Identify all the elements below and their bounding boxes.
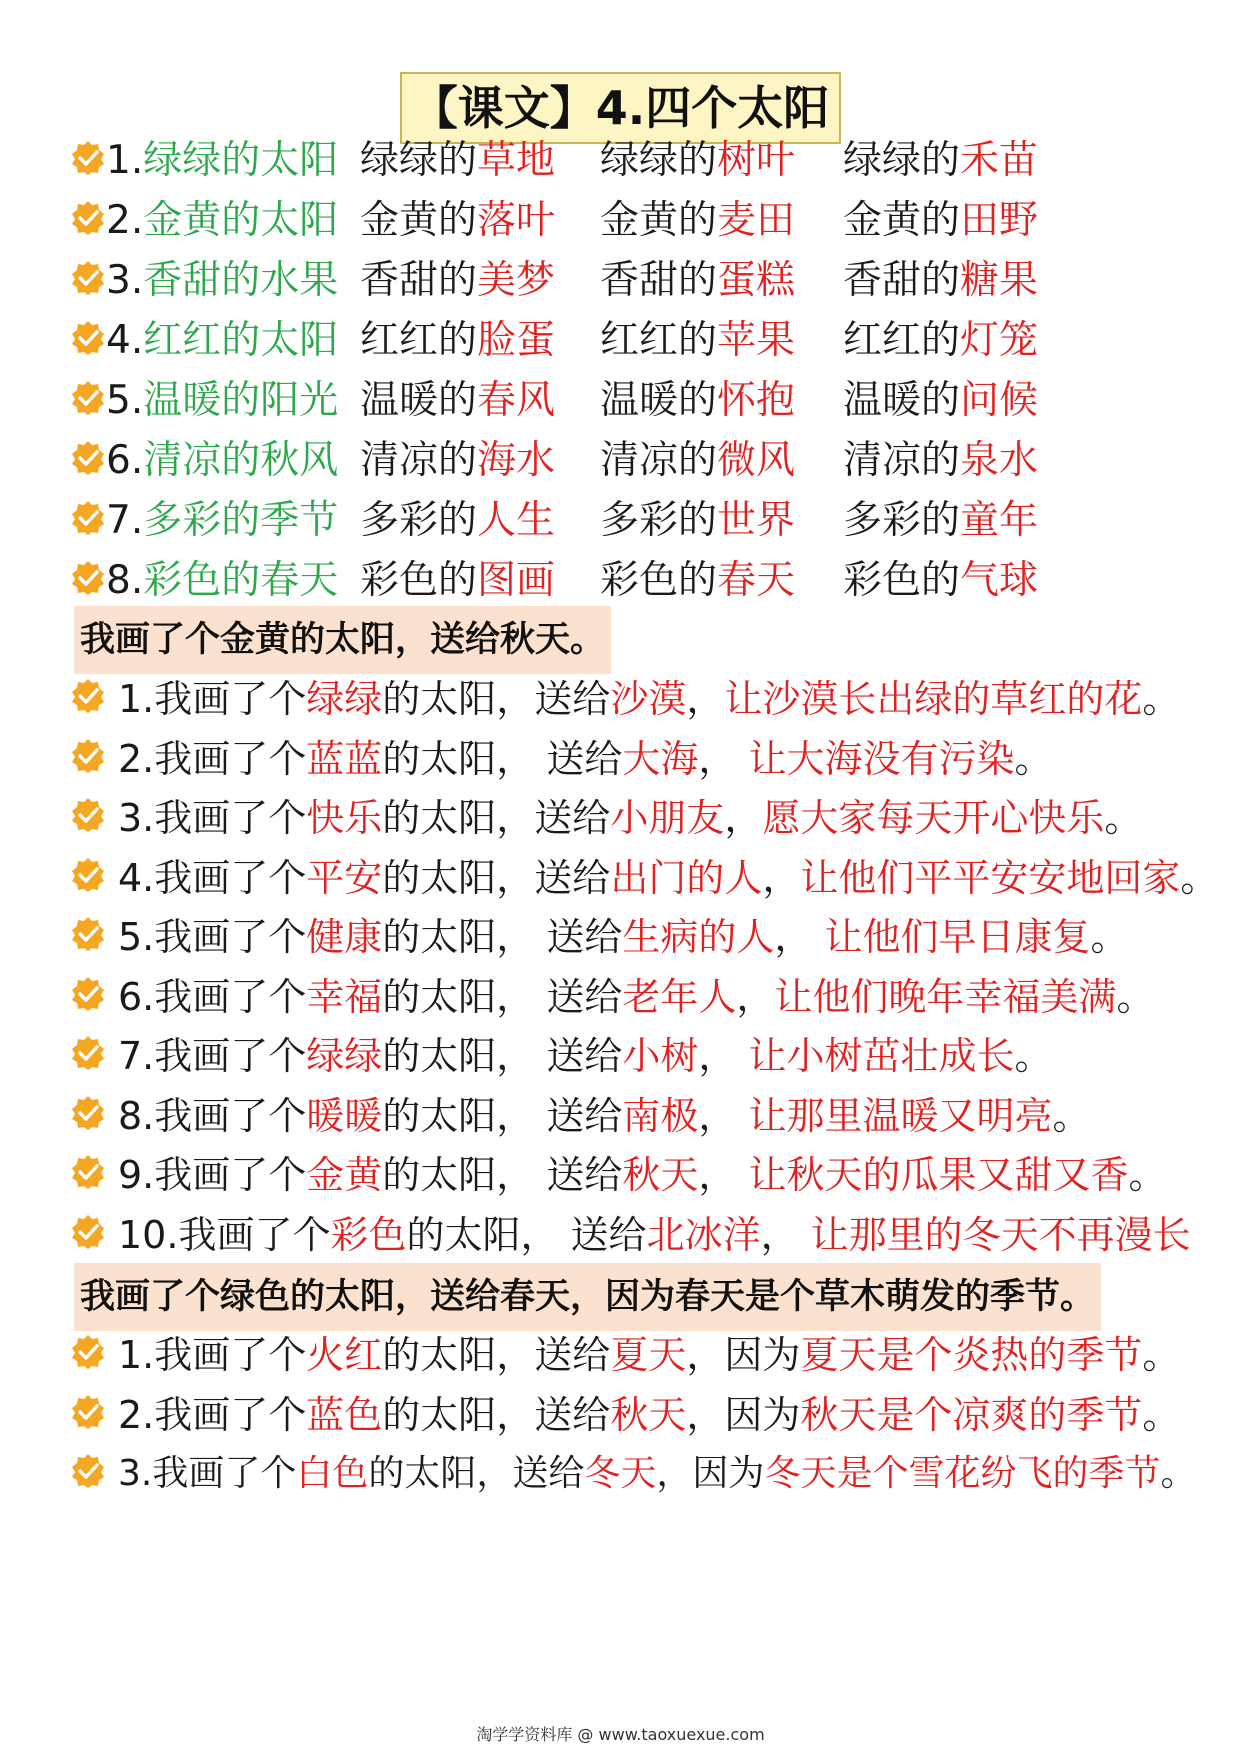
sentence-color-word: 金黄	[306, 1153, 383, 1197]
sentence-number: 1.	[118, 677, 155, 721]
phrase-prefix: 多彩的	[600, 498, 718, 543]
sentence-recipient: 冬天	[584, 1453, 657, 1494]
phrase-lead-text: 绿绿的太阳	[143, 138, 339, 183]
sentence-recipient: 夏天	[610, 1333, 687, 1377]
sentence-color-word: 健康	[306, 915, 383, 959]
sentence-text: ，	[686, 677, 725, 721]
sentence-line	[118, 1322, 1180, 1388]
check-badge-icon	[70, 1453, 106, 1489]
sentence-text: 的太阳，送给	[368, 1453, 585, 1494]
sentence-color-word: 蓝蓝	[306, 736, 383, 781]
sentence-reason: 冬天是个雪花纷飞的季节	[764, 1453, 1161, 1494]
phrase-item	[360, 128, 555, 194]
sentence-number: 8.	[118, 1093, 155, 1138]
sentence-end: 。	[1116, 974, 1155, 1019]
sentence-line	[118, 1202, 1191, 1268]
sentence-recipient: 生病的人	[622, 915, 775, 959]
check-badge-icon	[70, 916, 106, 952]
sentence-line	[118, 845, 1218, 911]
phrase-lead-number: 3.	[106, 258, 144, 303]
check-badge-icon	[70, 1095, 106, 1131]
sentence-line	[118, 666, 1180, 732]
phrase-row	[0, 188, 1241, 254]
phrase-word: 童年	[960, 498, 1039, 543]
phrase-prefix: 红红的	[600, 318, 718, 363]
sentence-text: ，	[698, 1153, 749, 1197]
sentence-end: 。	[1104, 796, 1143, 840]
footer-credit: 淘学学资料库 @ www.taoxuexue.com	[476, 1725, 765, 1744]
phrase-word: 人生	[477, 498, 556, 543]
phrase-item	[843, 488, 1038, 554]
sentence-recipient: 沙漠	[610, 677, 687, 721]
sentence-text: 我画了个	[154, 1034, 307, 1078]
phrase-word: 树叶	[717, 138, 796, 183]
sentence-text: ，	[774, 915, 825, 959]
phrase-prefix: 温暖的	[843, 378, 961, 423]
phrase-lead-text: 彩色的春天	[143, 558, 339, 603]
sentence-line	[118, 785, 1142, 851]
phrase-prefix: 彩色的	[360, 558, 478, 603]
phrase-prefix: 金黄的	[843, 198, 961, 243]
sentence-text: 我画了个	[154, 1093, 307, 1138]
sentence-color-word: 火红	[306, 1333, 383, 1377]
phrase-prefix: 清凉的	[600, 438, 718, 483]
phrase-word: 春天	[717, 558, 796, 603]
phrase-item	[600, 548, 795, 614]
sentence-color-word: 白色	[296, 1453, 369, 1494]
phrase-item	[843, 248, 1038, 314]
phrase-lead	[106, 548, 338, 614]
phrase-item	[843, 368, 1038, 434]
phrase-prefix: 多彩的	[360, 498, 478, 543]
sentence-reason: 让小树茁壮成长	[748, 1034, 1015, 1078]
sentence-text: 的太阳， 送给	[382, 1153, 623, 1197]
sentence-reason: 秋天是个凉爽的季节	[800, 1392, 1143, 1437]
phrase-item	[360, 188, 555, 254]
sentence-text: ，	[698, 1093, 749, 1138]
phrase-item	[360, 548, 555, 614]
phrase-item	[360, 248, 555, 314]
phrase-prefix: 红红的	[843, 318, 961, 363]
sentence-color-word: 蓝色	[306, 1392, 383, 1437]
sentence-end: 。	[1014, 1034, 1053, 1078]
sentence-text: ，	[736, 974, 775, 1019]
sentence-number: 2.	[118, 1392, 155, 1437]
section1-heading: 我画了个金黄的太阳，送给秋天。	[74, 606, 611, 674]
phrase-word: 脸蛋	[477, 318, 556, 363]
phrase-row	[0, 368, 1241, 434]
phrase-prefix: 温暖的	[360, 378, 478, 423]
check-badge-icon	[70, 738, 106, 774]
phrase-item	[360, 488, 555, 554]
sentence-recipient: 秋天	[622, 1153, 699, 1197]
sentence-end: 。	[1160, 1453, 1197, 1494]
sentence-end: 。	[1142, 1392, 1181, 1437]
sentence-text: 我画了个	[154, 1392, 307, 1437]
sentence-text: 的太阳，送给	[382, 1392, 611, 1437]
phrase-lead-number: 6.	[106, 438, 144, 483]
phrase-lead-number: 7.	[106, 498, 144, 543]
phrase-prefix: 彩色的	[600, 558, 718, 603]
sentence-color-word: 平安	[306, 855, 383, 900]
sentence-recipient: 小树	[622, 1034, 699, 1078]
phrase-lead-text: 红红的太阳	[143, 318, 339, 363]
sentence-line	[118, 1382, 1180, 1448]
sentence-text: 的太阳， 送给	[406, 1212, 647, 1257]
sentence-line	[118, 1083, 1091, 1149]
phrase-item	[360, 368, 555, 434]
sentence-line	[118, 964, 1154, 1030]
check-badge-icon	[70, 1154, 106, 1190]
phrase-lead-text: 多彩的季节	[143, 498, 339, 543]
sentence-text: 的太阳， 送给	[382, 974, 623, 1019]
check-badge-icon	[70, 857, 106, 893]
sentence-reason: 让沙漠长出绿的草红的花	[724, 677, 1143, 721]
phrase-item	[360, 308, 555, 374]
sentence-text: 我画了个	[154, 796, 307, 840]
sentence-text: 我画了个	[154, 855, 307, 900]
section2-heading: 我画了个绿色的太阳，送给春天，因为春天是个草木萌发的季节。	[74, 1263, 1101, 1331]
phrase-lead-number: 2.	[106, 198, 144, 243]
phrase-prefix: 绿绿的	[600, 138, 718, 183]
phrase-word: 禾苗	[960, 138, 1039, 183]
sentence-reason: 让那里温暖又明亮	[748, 1093, 1053, 1138]
check-badge-icon	[70, 1334, 106, 1370]
sentence-end: 。	[1052, 1093, 1091, 1138]
check-badge-icon	[70, 1035, 106, 1071]
sentence-reason: 让他们平平安安地回家	[800, 855, 1181, 900]
phrase-lead	[106, 488, 338, 554]
sentence-recipient: 大海	[622, 736, 699, 781]
sentence-end: 。	[1180, 855, 1219, 900]
phrase-row	[0, 248, 1241, 314]
phrase-word: 苹果	[717, 318, 796, 363]
sentence-text: 我画了个	[154, 736, 307, 781]
sentence-text: ，因为	[656, 1453, 765, 1494]
phrase-prefix: 彩色的	[843, 558, 961, 603]
phrase-item	[600, 368, 795, 434]
sentence-text: 的太阳， 送给	[382, 1034, 623, 1078]
check-badge-icon	[70, 797, 106, 833]
phrase-lead-number: 5.	[106, 378, 144, 423]
phrase-item	[843, 308, 1038, 374]
sentence-recipient: 小朋友	[610, 796, 725, 840]
sentence-number: 6.	[118, 974, 155, 1019]
phrase-word: 田野	[960, 198, 1039, 243]
sentence-end: 。	[1090, 915, 1129, 959]
phrase-word: 草地	[477, 138, 556, 183]
sentence-text: 我画了个	[154, 1333, 307, 1377]
phrase-item	[600, 128, 795, 194]
sentence-recipient: 出门的人	[610, 855, 763, 900]
sentence-color-word: 幸福	[306, 974, 383, 1019]
sentence-line	[118, 726, 1053, 792]
sentence-reason: 让他们晚年幸福美满	[774, 974, 1117, 1019]
sentence-end: 。	[1128, 1153, 1167, 1197]
phrase-prefix: 绿绿的	[843, 138, 961, 183]
phrase-row	[0, 128, 1241, 194]
phrase-lead-text: 金黄的太阳	[143, 198, 339, 243]
phrase-lead	[106, 308, 338, 374]
sentence-text: ，	[760, 1212, 811, 1257]
sentence-text: 的太阳， 送给	[382, 915, 623, 959]
sentence-number: 5.	[118, 915, 155, 959]
sentence-line	[118, 1023, 1053, 1089]
phrase-word: 图画	[477, 558, 556, 603]
sentence-text: 我画了个	[154, 915, 307, 959]
sentence-reason: 愿大家每天开心快乐	[762, 796, 1105, 840]
phrase-prefix: 多彩的	[843, 498, 961, 543]
phrase-word: 泉水	[960, 438, 1039, 483]
phrase-item	[600, 188, 795, 254]
sentence-text: ，因为	[686, 1392, 801, 1437]
phrase-lead-text: 香甜的水果	[143, 258, 339, 303]
phrase-item	[600, 488, 795, 554]
sentence-color-word: 快乐	[306, 796, 383, 840]
sentence-line	[118, 1441, 1196, 1507]
phrase-prefix: 绿绿的	[360, 138, 478, 183]
sentence-text: 的太阳， 送给	[382, 736, 623, 781]
sentence-recipient: 北冰洋	[646, 1212, 761, 1257]
phrase-word: 怀抱	[717, 378, 796, 423]
sentence-text: 我画了个	[178, 1212, 331, 1257]
phrase-lead	[106, 248, 338, 314]
phrase-word: 糖果	[960, 258, 1039, 303]
phrase-word: 世界	[717, 498, 796, 543]
phrase-word: 问候	[960, 378, 1039, 423]
sentence-line	[118, 904, 1129, 970]
phrase-prefix: 金黄的	[360, 198, 478, 243]
sentence-number: 2.	[118, 736, 155, 781]
sentence-text: 我画了个	[152, 1453, 297, 1494]
phrase-item	[600, 308, 795, 374]
phrase-word: 麦田	[717, 198, 796, 243]
phrase-item	[843, 548, 1038, 614]
sentence-end: 。	[1142, 677, 1181, 721]
sentence-number: 7.	[118, 1034, 155, 1078]
sentence-recipient: 南极	[622, 1093, 699, 1138]
phrase-word: 灯笼	[960, 318, 1039, 363]
sentence-color-word: 彩色	[330, 1212, 407, 1257]
check-badge-icon	[70, 1214, 106, 1250]
check-badge-icon	[70, 678, 106, 714]
phrase-prefix: 香甜的	[843, 258, 961, 303]
sentence-text: 的太阳， 送给	[382, 1093, 623, 1138]
sentence-reason: 让大海没有污染	[748, 736, 1015, 781]
phrase-word: 美梦	[477, 258, 556, 303]
phrase-item	[600, 248, 795, 314]
check-badge-icon	[70, 976, 106, 1012]
phrase-lead-number: 4.	[106, 318, 144, 363]
sentence-number: 1.	[118, 1333, 155, 1377]
sentence-text: ，	[762, 855, 801, 900]
phrase-row	[0, 308, 1241, 374]
phrase-row	[0, 428, 1241, 494]
sentence-text: 我画了个	[154, 677, 307, 721]
phrase-word: 海水	[477, 438, 556, 483]
sentence-reason: 让他们早日康复	[824, 915, 1091, 959]
sentence-line	[118, 1142, 1167, 1208]
check-badge-icon	[70, 1394, 106, 1430]
phrase-item	[600, 428, 795, 494]
sentence-color-word: 暖暖	[306, 1093, 383, 1138]
sentence-recipient: 秋天	[610, 1392, 687, 1437]
sentence-text: 我画了个	[154, 1153, 307, 1197]
sentence-reason: 夏天是个炎热的季节	[800, 1333, 1143, 1377]
phrase-lead	[106, 128, 338, 194]
phrase-word: 气球	[960, 558, 1039, 603]
phrase-prefix: 温暖的	[600, 378, 718, 423]
phrase-lead-number: 8.	[106, 558, 144, 603]
page-title: 【课文】4.四个太阳	[400, 72, 841, 144]
sentence-number: 10.	[118, 1212, 179, 1257]
phrase-item	[360, 428, 555, 494]
phrase-item	[843, 428, 1038, 494]
sentence-text: ，	[698, 736, 749, 781]
sentence-text: 的太阳，送给	[382, 1333, 611, 1377]
sentence-text: ，	[698, 1034, 749, 1078]
sentence-color-word: 绿绿	[306, 677, 383, 721]
phrase-row	[0, 548, 1241, 614]
sentence-color-word: 绿绿	[306, 1034, 383, 1078]
phrase-prefix: 金黄的	[600, 198, 718, 243]
phrase-item	[843, 188, 1038, 254]
phrase-lead	[106, 428, 338, 494]
sentence-text: 我画了个	[154, 974, 307, 1019]
phrase-prefix: 红红的	[360, 318, 478, 363]
sentence-number: 3.	[118, 1453, 153, 1494]
phrase-prefix: 清凉的	[360, 438, 478, 483]
phrase-word: 微风	[717, 438, 796, 483]
sentence-number: 3.	[118, 796, 155, 840]
phrase-lead-text: 温暖的阳光	[143, 378, 339, 423]
phrase-lead	[106, 188, 338, 254]
phrase-prefix: 香甜的	[600, 258, 718, 303]
sentence-reason: 让那里的冬天不再漫长	[810, 1212, 1191, 1257]
sentence-text: 的太阳，送给	[382, 796, 611, 840]
phrase-row	[0, 488, 1241, 554]
phrase-word: 春风	[477, 378, 556, 423]
sentence-text: 的太阳，送给	[382, 855, 611, 900]
phrase-word: 蛋糕	[717, 258, 796, 303]
sentence-text: ，	[724, 796, 763, 840]
sentence-text: ，因为	[686, 1333, 801, 1377]
sentence-end: 。	[1142, 1333, 1181, 1377]
phrase-lead-text: 清凉的秋风	[143, 438, 339, 483]
sentence-text: 的太阳，送给	[382, 677, 611, 721]
sentence-number: 4.	[118, 855, 155, 900]
phrase-prefix: 香甜的	[360, 258, 478, 303]
sentence-number: 9.	[118, 1153, 155, 1197]
sentence-end: 。	[1014, 736, 1053, 781]
phrase-lead	[106, 368, 338, 434]
phrase-item	[843, 128, 1038, 194]
sentence-recipient: 老年人	[622, 974, 737, 1019]
phrase-prefix: 清凉的	[843, 438, 961, 483]
sentence-reason: 让秋天的瓜果又甜又香	[748, 1153, 1129, 1197]
phrase-word: 落叶	[477, 198, 556, 243]
phrase-lead-number: 1.	[106, 138, 144, 183]
